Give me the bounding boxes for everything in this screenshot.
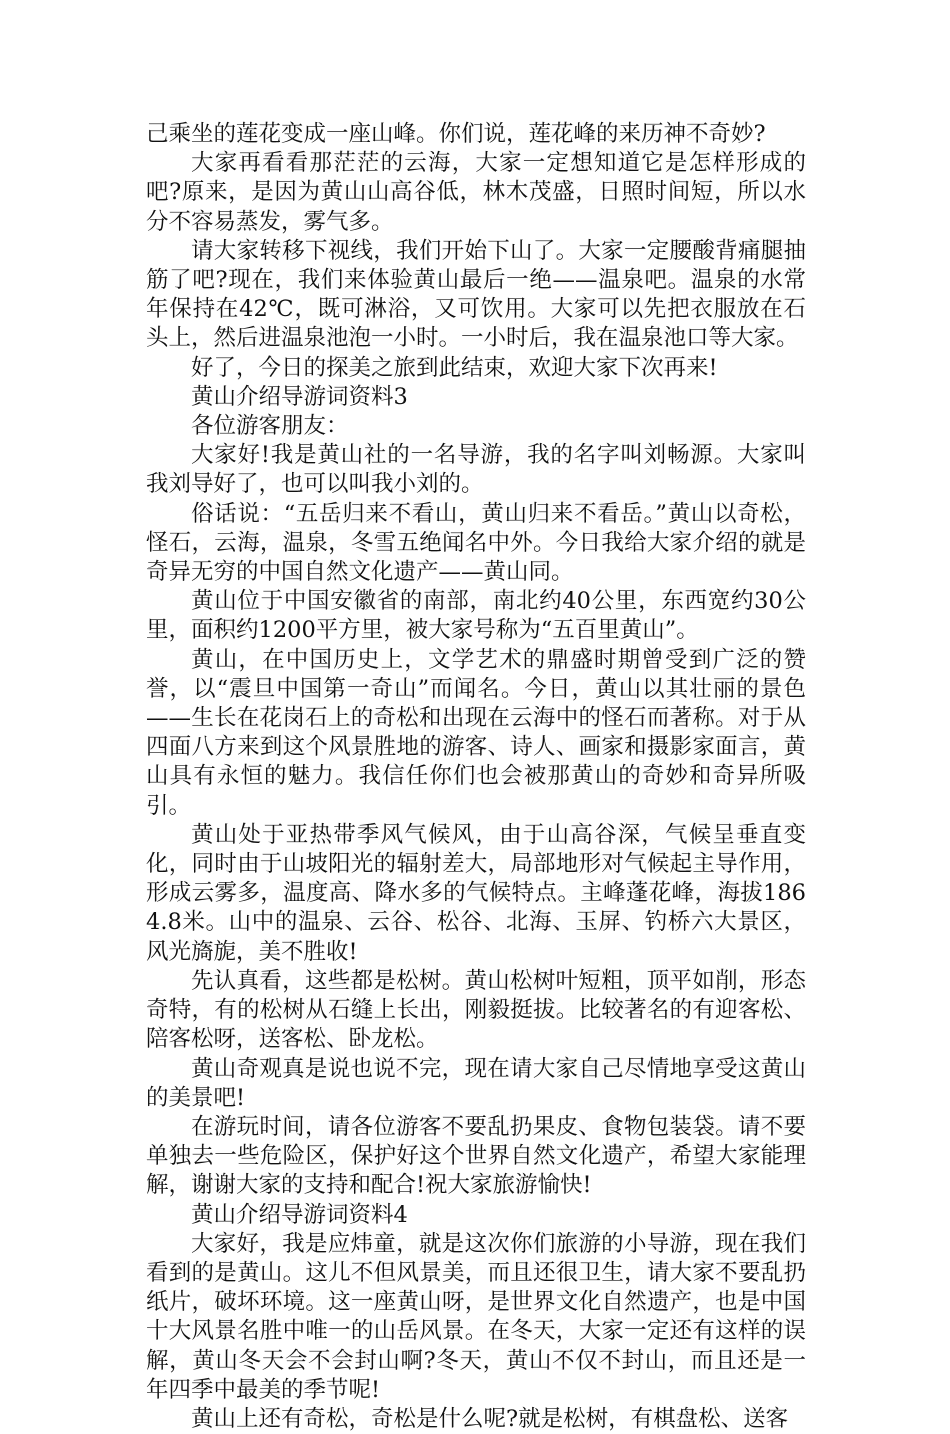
paragraph: 大家再看看那茫茫的云海，大家一定想知道它是怎样形成的吧?原来，是因为黄山山高谷低，林木茂盛，日照时间短，所以水分不容易蒸发，雾气多。 <box>146 150 806 235</box>
paragraph: 黄山处于亚热带季风气候风，由于山高谷深，气候呈垂直变化，同时由于山坡阳光的辐射差大，局部地形对气候起主导作用，形成云雾多，温度高、降水多的气候特点。主峰蓬花峰，海拔1864.8米。山中的温泉、云谷、松谷、北海、玉屏、钓桥六大景区，风光旖旎，美不胜收! <box>146 821 806 965</box>
paragraph: 黄山奇观真是说也说不完，现在请大家自己尽情地享受这黄山的美景吧! <box>146 1055 806 1111</box>
paragraph: 黄山，在中国历史上，文学艺术的鼎盛时期曾受到广泛的赞誉，以“震旦中国第一奇山”而闻名。今日，黄山以其壮丽的景色——生长在花岗石上的奇松和出现在云海中的怪石而著称。对于从四面八方来到这个风景胜地的游客、诗人、画家和摄影家面言，黄山具有永恒的魅力。我信任你们也会被那黄山的奇妙和奇异所吸引。 <box>146 646 806 819</box>
paragraph: 俗话说：“五岳归来不看山，黄山归来不看岳。”黄山以奇松，怪石，云海，温泉，冬雪五绝闻名中外。今日我给大家介绍的就是奇异无穷的中国自然文化遗产——黄山同。 <box>146 500 806 586</box>
paragraph: 请大家转移下视线，我们开始下山了。大家一定腰酸背痛腿抽筋了吧?现在，我们来体验黄山最后一绝——温泉吧。温泉的水常年保持在42℃，既可淋浴，又可饮用。大家可以先把衣服放在石头上，然后进温泉池泡一小时。一小时后，我在温泉池口等大家。 <box>146 237 806 352</box>
salutation: 各位游客朋友： <box>191 413 349 440</box>
paragraph: 大家好!我是黄山社的一名导游，我的名字叫刘畅源。大家叫我刘导好了，也可以叫我小刘的。 <box>146 442 806 498</box>
paragraph: 黄山上还有奇松，奇松是什么呢?就是松树，有棋盘松、送客 <box>191 1405 789 1432</box>
section-heading: 黄山介绍导游词资料3 <box>191 383 408 410</box>
paragraph: 黄山位于中国安徽省的南部，南北约40公里，东西宽约30公里，面积约1200平方里，被大家号称为“五百里黄山”。 <box>146 588 806 644</box>
section-heading: 黄山介绍导游词资料4 <box>191 1201 408 1228</box>
paragraph: 在游玩时间，请各位游客不要乱扔果皮、食物包装袋。请不要单独去一些危险区，保护好这个世界自然文化遗产，希望大家能理解，谢谢大家的支持和配合!祝大家旅游愉快! <box>146 1113 806 1199</box>
paragraph: 好了，今日的探美之旅到此结束，欢迎大家下次再来! <box>191 354 718 381</box>
document-body <box>146 120 806 1434</box>
paragraph: 先认真看，这些都是松树。黄山松树叶短粗，顶平如削，形态奇特，有的松树从石缝上长出，刚毅挺拔。比较著名的有迎客松、陪客松呀，送客松、卧龙松。 <box>146 967 806 1053</box>
paragraph: 大家好，我是应炜童，就是这次你们旅游的小导游，现在我们看到的是黄山。这儿不但风景美，而且还很卫生，请大家不要乱扔纸片，破坏环境。这一座黄山呀，是世界文化自然遗产，也是中国十大风景名胜中唯一的山岳风景。在冬天，大家一定还有这样的误解，黄山冬天会不会封山啊?冬天，黄山不仅不封山，而且还是一年四季中最美的季节呢! <box>146 1230 806 1403</box>
paragraph: 己乘坐的莲花变成一座山峰。你们说，莲花峰的来历神不奇妙? <box>146 121 766 147</box>
